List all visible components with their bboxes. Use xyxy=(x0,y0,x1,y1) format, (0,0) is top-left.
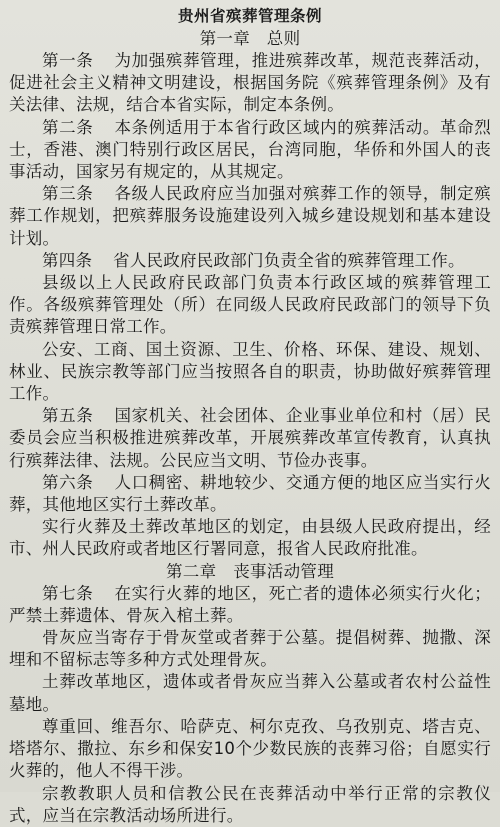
document-title: 贵州省殡葬管理条例 xyxy=(177,7,322,25)
article-number: 第七条 xyxy=(42,583,111,603)
paragraph xyxy=(9,671,491,715)
paragraph xyxy=(9,405,491,472)
paragraph xyxy=(9,272,491,339)
paragraph-text: 人口稠密、耕地较少、交通方便的地区应当实行火葬，其他地区实行土葬改革。 xyxy=(9,472,492,515)
paragraph xyxy=(9,716,491,783)
paragraph-text: 省人民政府民政部门负责全省的殡葬管理工作。 xyxy=(113,250,465,270)
article-number: 第三条 xyxy=(42,184,111,204)
paragraph xyxy=(9,117,491,184)
paragraph-text: 骨灰应当寄存于骨灰堂或者葬于公墓。提倡树葬、抛撒、深埋和不留标志等多种方式处理骨灰。 xyxy=(9,628,491,670)
article-number: 第一条 xyxy=(42,51,111,70)
paragraph xyxy=(9,183,491,250)
chapter-heading-2: 第二章 丧事活动管理 xyxy=(166,561,334,581)
chapter-2-body xyxy=(9,583,491,827)
paragraph xyxy=(9,783,491,827)
paragraph xyxy=(9,516,491,560)
paragraph-text: 土葬改革地区，遗体或者骨灰应当葬入公墓或者农村公益性墓地。 xyxy=(9,672,491,714)
paragraph xyxy=(9,472,491,516)
article-number: 第六条 xyxy=(42,472,111,492)
paragraph-text: 实行火葬及土葬改革地区的划定，由县级人民政府提出，经市、州人民政府或者地区行署同意，报省人民政府批准。 xyxy=(9,517,491,559)
paragraph xyxy=(9,339,491,406)
paragraph xyxy=(9,583,491,627)
paragraph-text: 本条例适用于本省行政区域内的殡葬活动。革命烈士，香港、澳门特别行政区居民，台湾同胞，华侨和外国人的丧事活动，国家另有规定的，从其规定。 xyxy=(9,117,492,182)
paragraph xyxy=(9,627,491,671)
chapter-heading-1: 第一章 总则 xyxy=(199,29,301,48)
paragraph-text: 宗教教职人员和信教公民在丧葬活动中举行正常的宗教仪式，应当在宗教活动场所进行。 xyxy=(9,783,491,825)
paragraph-text: 尊重回、维吾尔、哈萨克、柯尔克孜、乌孜别克、塔吉克、塔塔尔、撒拉、东乡和保安10个少数民族的丧葬习俗；自愿实行火葬的，他人不得干涉。 xyxy=(9,716,491,781)
article-number: 第五条 xyxy=(42,406,111,426)
article-number: 第二条 xyxy=(42,117,111,137)
article-number: 第四条 xyxy=(42,250,109,270)
paragraph xyxy=(9,50,491,117)
paragraph-text: 在实行火葬的地区，死亡者的遗体必须实行火化；严禁土葬遗体、骨灰入棺土葬。 xyxy=(9,583,492,625)
paragraph-text: 为加强殡葬管理，推进殡葬改革，规范丧葬活动，促进社会主义精神文明建设，根据国务院《殡葬管理条例》及有关法律、法规，结合本省实际，制定本条例。 xyxy=(9,51,492,115)
paragraph-text: 各级人民政府应当加强对殡葬工作的领导，制定殡葬工作规划，把殡葬服务设施建设列入城乡建设规划和基本建设计划。 xyxy=(9,184,492,248)
chapter-1-body xyxy=(9,50,491,561)
paragraph-text: 县级以上人民政府民政部门负责本行政区域的殡葬管理工作。各级殡葬管理处（所）在同级人民政府民政部门的领导下负责殡葬管理日常工作。 xyxy=(9,273,491,337)
paragraph-text: 公安、工商、国土资源、卫生、价格、环保、建设、规划、林业、民族宗教等部门应当按照各自的职责，协助做好殡葬管理工作。 xyxy=(9,339,491,404)
paragraph-text: 国家机关、社会团体、企业事业单位和村（居）民委员会应当积极推进殡葬改革，开展殡葬改革宣传教育，认真执行殡葬法律、法规。公民应当文明、节俭办丧事。 xyxy=(9,406,492,470)
paragraph xyxy=(9,250,491,272)
